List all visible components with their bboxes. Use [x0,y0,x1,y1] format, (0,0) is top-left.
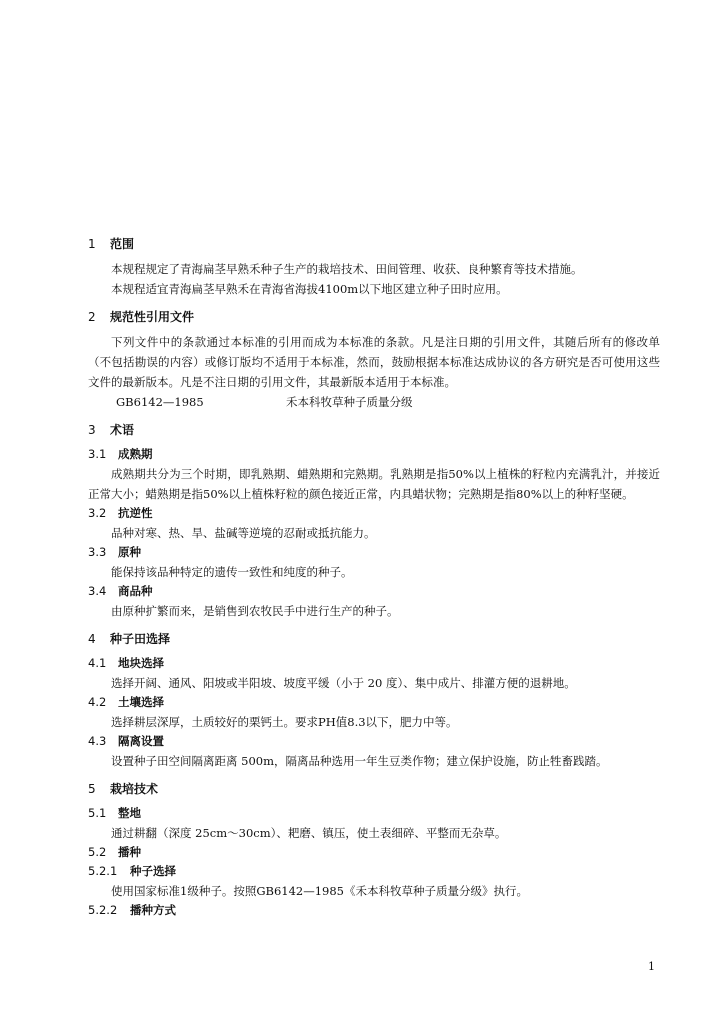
section-title: 种子田选择 [110,632,171,646]
subsection-number: 3.4 [88,584,107,598]
subsubsection-title: 种子选择 [130,864,176,878]
reference-title: 禾本科牧草种子质量分级 [286,395,413,409]
paragraph: 由原种扩繁而来，是销售到农牧民手中进行生产的种子。 [111,604,399,618]
paragraph: 选择耕层深厚，土质较好的栗钙土。要求PH值8.3以下，肥力中等。 [111,715,458,729]
paragraph: 选择开阔、通风、阳坡或半阳坡、坡度平缓（小于 20 度）、集中成片、排灌方便的退耕地。 [111,676,576,690]
section-number: 4 [88,632,96,646]
reference-code: GB6142—1985 [116,395,204,409]
subsection-heading [88,693,660,712]
subsubsection-heading [88,901,660,920]
subsection-number: 4.1 [88,656,107,670]
subsection-number: 3.3 [88,545,107,559]
section-heading-terms [88,420,660,442]
subsection-heading [88,804,660,823]
section-number: 3 [88,423,96,437]
paragraph: 下列文件中的条款通过本标准的引用而成为本标准的条款。凡是注日期的引用文件，其随后所有的修改单（不包括勘误的内容）或修订版均不适用于本标准，然而，鼓励根据本标准达成协议的各方研究是否可使用这些文件的最新版本。凡是不注日期的引用文件，其最新版本适用于本标准。 [88,335,660,389]
subsection-heading [88,504,660,523]
subsection-title: 原种 [118,545,141,559]
subsection-title: 整地 [118,806,141,820]
subsection-title: 商品种 [118,584,153,598]
section-number: 2 [88,310,96,324]
section-title: 栽培技术 [110,782,159,796]
paragraph: 通过耕翻（深度 25cm～30cm）、耙磨、镇压，使土表细碎、平整而无杂草。 [111,826,507,840]
section-heading-seed-field-selection [88,629,660,651]
section-heading-scope [88,234,660,256]
section-number: 1 [88,237,96,251]
subsection-number: 3.2 [88,506,107,520]
page-number: 1 [648,960,655,973]
section-number: 5 [88,782,96,796]
subsection-heading [88,732,660,751]
section-title: 术语 [110,423,135,437]
paragraph: 使用国家标准1级种子。按照GB6142—1985《禾本科牧草种子质量分级》执行。 [111,884,528,898]
subsection-title: 成熟期 [118,447,153,461]
subsection-heading [88,543,660,562]
subsubsection-title: 播种方式 [130,903,176,917]
subsection-number: 4.2 [88,695,107,709]
subsection-number: 5.2 [88,845,107,859]
section-heading-normative-references [88,307,660,329]
paragraph: 本规程规定了青海扁茎早熟禾种子生产的栽培技术、田间管理、收获、良种繁育等技术措施。 [111,262,583,276]
subsection-heading [88,843,660,862]
section-heading-cultivation [88,779,660,801]
subsection-heading [88,654,660,673]
subsection-number: 3.1 [88,447,107,461]
subsection-title: 隔离设置 [118,734,164,748]
paragraph: 设置种子田空间隔离距离 500m，隔离品种选用一年生豆类作物；建立保护设施，防止牲畜践踏。 [111,754,608,768]
paragraph: 能保持该品种特定的遗传一致性和纯度的种子。 [111,565,353,579]
subsection-title: 土壤选择 [118,695,164,709]
document-body [88,234,660,920]
section-title: 范围 [110,237,135,251]
subsection-heading [88,445,660,464]
subsubsection-number: 5.2.2 [88,903,118,917]
paragraph: 品种对寒、热、旱、盐碱等逆境的忍耐或抵抗能力。 [111,526,376,540]
subsubsection-heading [88,862,660,881]
reference-entry [88,392,660,412]
subsection-number: 4.3 [88,734,107,748]
subsection-number: 5.1 [88,806,107,820]
subsection-heading [88,582,660,601]
paragraph: 成熟期共分为三个时期，即乳熟期、蜡熟期和完熟期。乳熟期是指50%以上植株的籽粒内充满乳汁，并接近正常大小；蜡熟期是指50%以上植株籽粒的颜色接近正常，内具蜡状物；完熟期是指80%以上的种籽坚硬。 [88,467,660,501]
section-title: 规范性引用文件 [110,310,195,324]
subsection-title: 抗逆性 [118,506,153,520]
subsection-title: 播种 [118,845,141,859]
subsection-title: 地块选择 [118,656,164,670]
paragraph: 本规程适宜青海扁茎早熟禾在青海省海拔4100m以下地区建立种子田时应用。 [111,282,508,296]
subsubsection-number: 5.2.1 [88,864,118,878]
